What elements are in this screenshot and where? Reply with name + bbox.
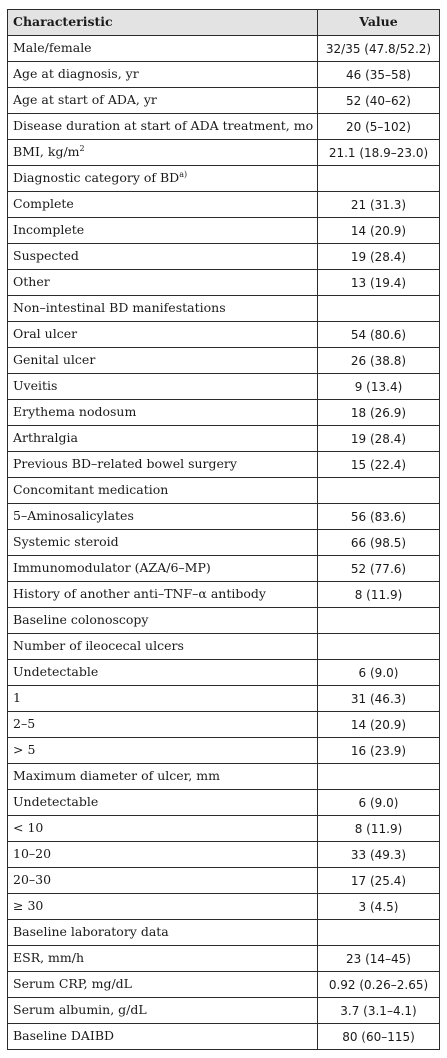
table-row bbox=[8, 868, 440, 894]
table-row bbox=[8, 686, 440, 712]
row-label-cell bbox=[8, 738, 318, 764]
table-row bbox=[8, 244, 440, 270]
row-label: Undetectable bbox=[13, 794, 99, 810]
row-label: Incomplete bbox=[13, 222, 85, 238]
table-row bbox=[8, 816, 440, 842]
row-label-cell bbox=[8, 218, 318, 244]
table-row bbox=[8, 608, 440, 634]
row-label: 10–20 bbox=[13, 846, 52, 862]
row-value: 56 (83.6) bbox=[318, 504, 440, 530]
table-row bbox=[8, 556, 440, 582]
row-value: 33 (49.3) bbox=[318, 842, 440, 868]
row-label: Suspected bbox=[13, 248, 79, 264]
row-value: 46 (35–58) bbox=[318, 62, 440, 88]
row-value: 18 (26.9) bbox=[318, 400, 440, 426]
row-label: 20–30 bbox=[13, 872, 52, 888]
row-label-cell bbox=[8, 192, 318, 218]
row-label-cell bbox=[8, 36, 318, 62]
row-label: Complete bbox=[13, 196, 74, 212]
row-label-cell bbox=[8, 712, 318, 738]
row-value bbox=[318, 920, 440, 946]
row-value: 9 (13.4) bbox=[318, 374, 440, 400]
row-value: 31 (46.3) bbox=[318, 686, 440, 712]
row-label: Non–intestinal BD manifestations bbox=[13, 300, 226, 316]
table-row bbox=[8, 452, 440, 478]
row-value: 21 (31.3) bbox=[318, 192, 440, 218]
table-row bbox=[8, 764, 440, 790]
row-label-cell bbox=[8, 426, 318, 452]
table-row bbox=[8, 270, 440, 296]
table-row bbox=[8, 322, 440, 348]
table-row bbox=[8, 972, 440, 998]
row-value: 16 (23.9) bbox=[318, 738, 440, 764]
row-label: Maximum diameter of ulcer, mm bbox=[13, 768, 220, 784]
row-label-cell bbox=[8, 478, 318, 504]
row-label-cell bbox=[8, 166, 318, 192]
row-label: Age at start of ADA, yr bbox=[13, 92, 157, 108]
row-label-cell bbox=[8, 296, 318, 322]
row-value bbox=[318, 608, 440, 634]
table-row bbox=[8, 140, 440, 166]
table-row bbox=[8, 348, 440, 374]
row-label-cell bbox=[8, 816, 318, 842]
table-row bbox=[8, 400, 440, 426]
row-label: Undetectable bbox=[13, 664, 99, 680]
characteristics-table bbox=[7, 9, 440, 1050]
row-value bbox=[318, 296, 440, 322]
table-row bbox=[8, 530, 440, 556]
table-row bbox=[8, 88, 440, 114]
table-row bbox=[8, 712, 440, 738]
table-row bbox=[8, 192, 440, 218]
table-row bbox=[8, 62, 440, 88]
table-row bbox=[8, 114, 440, 140]
row-value: 14 (20.9) bbox=[318, 712, 440, 738]
table-row bbox=[8, 920, 440, 946]
row-label: Genital ulcer bbox=[13, 352, 96, 368]
row-label-cell bbox=[8, 790, 318, 816]
row-label: Number of ileocecal ulcers bbox=[13, 638, 184, 654]
row-label: > 5 bbox=[13, 742, 36, 758]
row-label: Previous BD–related bowel surgery bbox=[13, 456, 237, 472]
row-label-cell bbox=[8, 348, 318, 374]
table-row bbox=[8, 634, 440, 660]
table-row bbox=[8, 1024, 440, 1050]
table-row bbox=[8, 36, 440, 62]
row-value: 52 (77.6) bbox=[318, 556, 440, 582]
row-value: 6 (9.0) bbox=[318, 790, 440, 816]
row-value: 21.1 (18.9–23.0) bbox=[318, 140, 440, 166]
row-label-cell bbox=[8, 920, 318, 946]
column-header-value: Value bbox=[318, 10, 440, 36]
row-label: Serum CRP, mg/dL bbox=[13, 976, 132, 992]
row-label-cell bbox=[8, 504, 318, 530]
row-label-cell bbox=[8, 972, 318, 998]
row-label: Other bbox=[13, 274, 50, 290]
row-value: 13 (19.4) bbox=[318, 270, 440, 296]
row-label: Systemic steroid bbox=[13, 534, 119, 550]
row-value: 3 (4.5) bbox=[318, 894, 440, 920]
table-row bbox=[8, 894, 440, 920]
row-label: 5–Aminosalicylates bbox=[13, 508, 134, 524]
table-header-row bbox=[8, 10, 440, 36]
row-label: Male/female bbox=[13, 40, 92, 56]
row-value: 26 (38.8) bbox=[318, 348, 440, 374]
row-label-cell bbox=[8, 140, 318, 166]
table-row bbox=[8, 478, 440, 504]
row-label-cell bbox=[8, 634, 318, 660]
row-value: 3.7 (3.1–4.1) bbox=[318, 998, 440, 1024]
row-label-cell bbox=[8, 530, 318, 556]
table-row bbox=[8, 790, 440, 816]
row-label-cell bbox=[8, 946, 318, 972]
row-label-cell bbox=[8, 582, 318, 608]
row-label-superscript: 2 bbox=[79, 144, 85, 154]
row-label: Oral ulcer bbox=[13, 326, 78, 342]
row-label: History of another anti–TNF–α antibody bbox=[13, 586, 266, 602]
row-value: 19 (28.4) bbox=[318, 244, 440, 270]
row-label: Baseline DAIBD bbox=[13, 1028, 115, 1044]
row-label: Disease duration at start of ADA treatment, mo bbox=[13, 118, 314, 134]
table-row bbox=[8, 374, 440, 400]
table-row bbox=[8, 296, 440, 322]
row-value: 8 (11.9) bbox=[318, 582, 440, 608]
row-label: Age at diagnosis, yr bbox=[13, 66, 139, 82]
row-label: Diagnostic category of BD bbox=[13, 170, 180, 186]
row-value: 54 (80.6) bbox=[318, 322, 440, 348]
column-header-characteristic: Characteristic bbox=[8, 10, 318, 36]
table-row bbox=[8, 998, 440, 1024]
table-row bbox=[8, 660, 440, 686]
row-value: 80 (60–115) bbox=[318, 1024, 440, 1050]
row-value: 0.92 (0.26–2.65) bbox=[318, 972, 440, 998]
table-body bbox=[8, 36, 440, 1050]
row-label-cell bbox=[8, 400, 318, 426]
row-label-superscript: a) bbox=[179, 170, 188, 180]
row-value: 17 (25.4) bbox=[318, 868, 440, 894]
row-label-cell bbox=[8, 270, 318, 296]
row-value: 23 (14–45) bbox=[318, 946, 440, 972]
row-label: Arthralgia bbox=[13, 430, 78, 446]
row-value bbox=[318, 478, 440, 504]
table-row bbox=[8, 166, 440, 192]
row-label: ≥ 30 bbox=[13, 898, 44, 914]
row-label-cell bbox=[8, 452, 318, 478]
table-row bbox=[8, 426, 440, 452]
table-row bbox=[8, 946, 440, 972]
row-value: 32/35 (47.8/52.2) bbox=[318, 36, 440, 62]
row-label-cell bbox=[8, 894, 318, 920]
row-label: 2–5 bbox=[13, 716, 36, 732]
row-label: Serum albumin, g/dL bbox=[13, 1002, 147, 1018]
row-label: Erythema nodosum bbox=[13, 404, 137, 420]
table-row bbox=[8, 582, 440, 608]
row-label-cell bbox=[8, 1024, 318, 1050]
row-label: Uveitis bbox=[13, 378, 58, 394]
row-label: Baseline laboratory data bbox=[13, 924, 169, 940]
row-value: 19 (28.4) bbox=[318, 426, 440, 452]
row-value: 20 (5–102) bbox=[318, 114, 440, 140]
row-value: 15 (22.4) bbox=[318, 452, 440, 478]
row-label-cell bbox=[8, 374, 318, 400]
row-label-cell bbox=[8, 244, 318, 270]
row-label-cell bbox=[8, 88, 318, 114]
row-value bbox=[318, 166, 440, 192]
table-row bbox=[8, 738, 440, 764]
row-label-cell bbox=[8, 686, 318, 712]
row-value bbox=[318, 634, 440, 660]
row-value: 6 (9.0) bbox=[318, 660, 440, 686]
row-value: 14 (20.9) bbox=[318, 218, 440, 244]
row-label-cell bbox=[8, 608, 318, 634]
row-label: BMI, kg/m bbox=[13, 144, 80, 160]
row-label-cell bbox=[8, 322, 318, 348]
row-label: ESR, mm/h bbox=[13, 950, 85, 966]
row-value: 52 (40–62) bbox=[318, 88, 440, 114]
row-label-cell bbox=[8, 998, 318, 1024]
row-label: 1 bbox=[13, 690, 21, 706]
row-value: 66 (98.5) bbox=[318, 530, 440, 556]
row-label-cell bbox=[8, 842, 318, 868]
row-value: 8 (11.9) bbox=[318, 816, 440, 842]
table-row bbox=[8, 218, 440, 244]
row-label: Baseline colonoscopy bbox=[13, 612, 149, 628]
table-row bbox=[8, 504, 440, 530]
row-value bbox=[318, 764, 440, 790]
row-label-cell bbox=[8, 114, 318, 140]
row-label: Immunomodulator (AZA/6–MP) bbox=[13, 560, 211, 576]
row-label-cell bbox=[8, 62, 318, 88]
row-label-cell bbox=[8, 660, 318, 686]
table-row bbox=[8, 842, 440, 868]
row-label: Concomitant medication bbox=[13, 482, 169, 498]
row-label: < 10 bbox=[13, 820, 44, 836]
row-label-cell bbox=[8, 868, 318, 894]
row-label-cell bbox=[8, 556, 318, 582]
row-label-cell bbox=[8, 764, 318, 790]
